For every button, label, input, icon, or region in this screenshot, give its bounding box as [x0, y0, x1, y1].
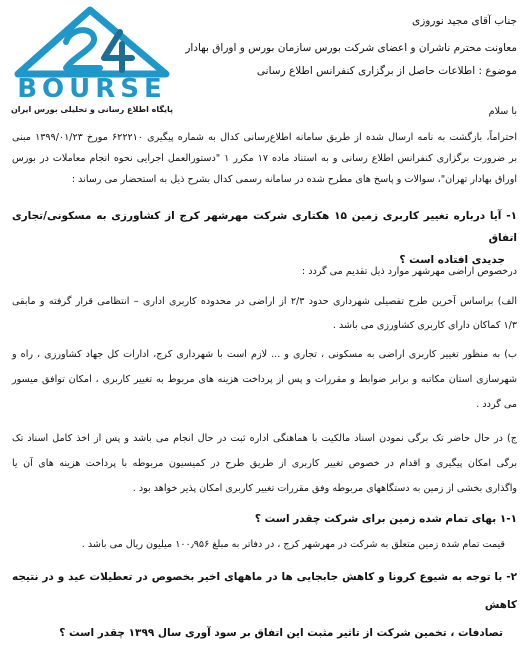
- question-line: ۲- با توجه به شیوع کرونا و کاهش جابجایی ها در ماههای اخیر بخصوص در تعطیلات عید و در نتیجه کاهش: [12, 571, 517, 611]
- intro-line: بر ضرورت برگزاری کنفرانس اطلاع رسانی و به استناد ماده ۱۷ مکرر ۱ "دستورالعمل اجرایی نحوه انجام معاملات در بورس: [12, 153, 518, 164]
- bourse-logo-mark-icon: [8, 6, 176, 78]
- question-line: ۱- آیا درباره تغییر کاربری زمین ۱۵ هکتاری شرکت مهرشهر کرج از کشاورزی به مسکونی/تجاری اتفاق: [12, 210, 517, 244]
- answer-1-alef: [12, 290, 517, 338]
- answer-1-je: [12, 426, 517, 501]
- answer-line: ج) در حال حاضر تک برگی نمودن اسناد مالکیت با هماهنگی اداره ثبت در حال انجام می باشد و پس از اخذ کامل اسناد تک: [12, 433, 517, 444]
- question-line: تصادفات ، تخمین شرکت از تاثیر مثبت این اتفاق بر سود آوری سال ۱۳۹۹ چقدر است ؟: [59, 627, 503, 639]
- question-2: [12, 563, 517, 647]
- answer-line: شهرسازی استان مکاتبه و برابر ضوابط و مقررات و پس از پرداخت هزینه های مربوط به تغییر کاربری ، امکان توافق میسور: [12, 374, 517, 385]
- subject-line: موضوع : اطلاعات حاصل از برگزاری کنفرانس اطلاع رسانی: [256, 65, 517, 77]
- answer-1-be: [12, 342, 517, 417]
- question-1-1: ۱-۱ بهای تمام شده زمین برای شرکت چقدر است ؟: [254, 513, 517, 525]
- intro-paragraph: [12, 127, 517, 190]
- recipient-position-line: معاونت محترم ناشران و اعضای شرکت بورس سازمان بورس و اوراق بهادار: [185, 42, 517, 54]
- logo-brand-text: BOURSE: [17, 74, 167, 104]
- answer-line: ب) به منظور تغییر کاربری اراضی به مسکونی ، تجاری و ... لازم است با شهرداری کرج، ادارات کل جهاد کشاورزی ، راه و: [12, 349, 517, 360]
- greeting: با سلام: [488, 106, 517, 117]
- recipient-line: جناب آقای مجید نوروزی: [412, 15, 517, 27]
- bourse-logo: [8, 6, 176, 120]
- intro-line: احتراماً، بازگشت به نامه ارسال شده از طریق سامانه اطلاع‌رسانی کدال به شماره پیگیری ۶۲۲۲۱۰ مورخ ۱۳۹۹/۰۱/۲۳ مبنی: [12, 132, 517, 143]
- answer-line: واگذاری بخشی از زمین به دستگاههای مربوطه وفق مقررات تغییر کاربری امکان پذیر خواهد بود .: [132, 483, 517, 494]
- answer-line: الف) براساس آخرین طرح تفصیلی شهرداری حدود ۲/۳ از اراضی در محدوده کاربری اداری – انتظامی قرار گرفته و مابقی: [12, 296, 517, 307]
- answer-line: ۱/۳ کماکان دارای کاربری کشاورزی می باشد .: [332, 320, 517, 331]
- answer-1-intro: درخصوص اراضی مهرشهر موارد ذیل تقدیم می گردد :: [301, 266, 517, 277]
- question-line: جدیدی افتاده است ؟: [399, 254, 505, 266]
- answer-1-1: قیمت تمام شده زمین متعلق به شرکت در مهرشهر کرج ، در دفاتر به مبلغ ۱۰۰٫۹۵۶ میلیون ریال می باشد .: [81, 539, 505, 550]
- intro-line: اوراق بهادار تهران"، سوالات و پاسخ های مطرح شده در سامانه رسمی کدال بشرح ذیل به استحضار می رساند :: [71, 174, 517, 185]
- answer-line: برگی امکان پیگیری و اقدام در خصوص تغییر کاربری از طریق طرح در کمیسیون مربوطه با پرداخت هزینه های آن یا: [12, 458, 517, 469]
- answer-line: می گردد .: [476, 399, 517, 410]
- question-1: [12, 205, 517, 271]
- logo-tagline: پایگاه اطلاع رسانی و تحلیلی بورس ایران: [10, 105, 174, 114]
